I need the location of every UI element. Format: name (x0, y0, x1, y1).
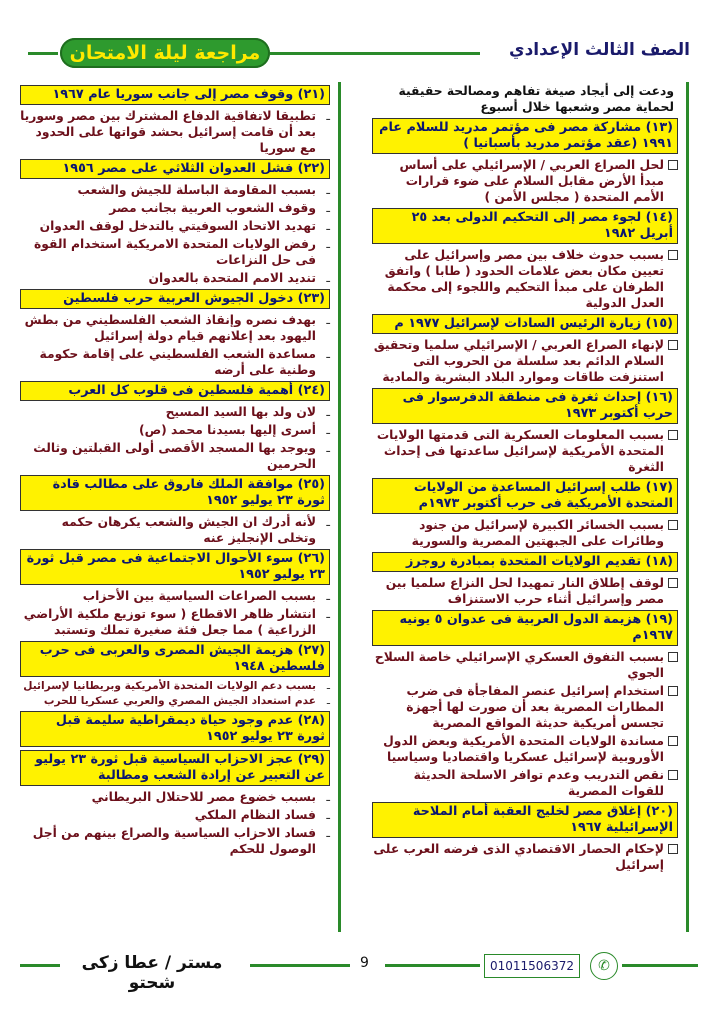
section-18: (١٨) تقديم الولايات المتحدة بمبادرة روجرز (372, 552, 678, 572)
list-item: لإحكام الحصار الاقتصادي الذى فرضه العرب على إسرائيل (372, 841, 678, 873)
list-item: ـ تهديد الاتحاد السوفيتي بالتدخل لوقف العدوان (20, 218, 330, 234)
section-26: (٢٦) سوء الأحوال الاجتماعية فى مصر قبل ثورة ٢٣ يوليو ١٩٥٢ (20, 549, 330, 585)
section-17: (١٧) طلب إسرائيل المساعدة من الولايات المتحدة الأمريكية فى حرب أكتوبر ١٩٧٣م (372, 478, 678, 514)
list-item: بسبب التفوق العسكري الإسرائيلي خاصة السلاح الجوي (372, 649, 678, 681)
list-item: ـ فساد النظام الملكي (20, 807, 330, 823)
list-item: ـ تنديد الامم المتحدة بالعدوان (20, 270, 330, 286)
section-13: (١٣) مشاركة مصر فى مؤتمر مدريد للسلام عام ١٩٩١ (عقد مؤتمر مدريد بأسبانيا ) (372, 118, 678, 154)
list-item: ـ بهدف نصره وإنقاذ الشعب الفلسطيني من بطش اليهود بعد إعلانهم قيام دولة إسرائيل (20, 312, 330, 344)
section-14: (١٤) لجوء مصر إلى التحكيم الدولى بعد ٢٥ أبريل ١٩٨٢ (372, 208, 678, 244)
section-19: (١٩) هزيمة الدول العربية فى عدوان ٥ يونيه ١٩٦٧م (372, 610, 678, 646)
list-item: ـ عدم استعداد الجيش المصري والعربي عسكريا للحرب (20, 695, 330, 708)
section-27: (٢٧) هزيمة الجيش المصرى والعربى فى حرب فلسطين ١٩٤٨ (20, 641, 330, 677)
list-item: ـ رفض الولايات المتحدة الامريكية استخدام القوة فى حل النزاعات (20, 236, 330, 268)
section-15: (١٥) زيارة الرئيس السادات لإسرائيل ١٩٧٧ م (372, 314, 678, 334)
section-16: (١٦) إحداث ثغرة فى منطقة الدفرسوار فى حرب أكتوبر ١٩٧٣ (372, 388, 678, 424)
header-rule-left (28, 52, 58, 55)
list-item: ـ وقوف الشعوب العربية بجانب مصر (20, 200, 330, 216)
section-23: (٢٣) دخول الجيوش العربية حرب فلسطين (20, 289, 330, 309)
list-item: ـ لأنه أدرك ان الجيش والشعب يكرهان حكمه وتخلى الإنجليز عنه (20, 514, 330, 546)
header-rule (270, 52, 480, 55)
list-item: استخدام إسرائيل عنصر المفاجأة فى ضرب المطارات المصرية بعد أن صورت لها أجهزة تجسس أمريكية حديثة المواقع المصرية (372, 683, 678, 731)
list-item: ـ ويوجد بها المسجد الأقصى أولى القبلتين وثالث الحرمين (20, 440, 330, 472)
page-title: مراجعة ليلة الامتحان (69, 42, 261, 64)
phone-number: 01011506372 (484, 954, 580, 978)
section-29: (٢٩) عجز الاحزاب السياسية قبل ثورة ٢٣ يوليو عن التعبير عن إرادة الشعب ومطالبة (20, 750, 330, 786)
list-item: ـ بسبب خضوع مصر للاحتلال البريطاني (20, 789, 330, 805)
section-20: (٢٠) إغلاق مصر لخليج العقبة أمام الملاحة الإسرائيلية ١٩٦٧ (372, 802, 678, 838)
list-item: لحل الصراع العربي / الإسرائيلي على أساس مبدأ الأرض مقابل السلام على ضوء قرارات الأمم المتحدة ( مجلس الأمن ) (372, 157, 678, 205)
grade-label: الصف الثالث الإعدادي (508, 40, 690, 60)
list-item: لإنهاء الصراع العربي / الإسرائيلي سلميا وتحقيق السلام الدائم بعد سلسلة من الحروب التى استنزفت طاقات وموارد البلاد البشرية والمادية (372, 337, 678, 385)
left-column (20, 82, 341, 932)
list-item: ـ بسبب المقاومة الباسلة للجيش والشعب (20, 182, 330, 198)
list-item: لوقف إطلاق النار تمهيدا لحل النزاع سلميا بين مصر وإسرائيل أثناء حرب الاستنزاف (372, 575, 678, 607)
footer-rule (20, 964, 60, 967)
list-item: مساندة الولايات المتحدة الأمريكية وبعض الدول الأوروبية لإسرائيل عسكريا واقتصاديا وسياسيا (372, 733, 678, 765)
list-item: ـ فساد الاحزاب السياسية والصراع بينهم من أجل الوصول للحكم (20, 825, 330, 857)
section-25: (٢٥) موافقة الملك فاروق على مطالب قادة ثورة ٢٣ يوليو ١٩٥٢ (20, 475, 330, 511)
list-item: ـ تطبيقا لاتفاقية الدفاع المشترك بين مصر وسوريا بعد أن قامت إسرائيل بحشد قواتها على الحدود مع سوريا (20, 108, 330, 156)
list-item: نقص التدريب وعدم توافر الاسلحة الحديثة للقوات المصرية (372, 767, 678, 799)
list-item: ـ انتشار ظاهر الاقطاع ( سوء توزيع ملكية الأراضي الزراعية ) مما جعل فئة صغيرة تملك وتستبد (20, 606, 330, 638)
list-item: بسبب المعلومات العسكرية التى قدمتها الولايات المتحدة الأمريكية لإسرائيل ساعدتها فى إحداث الثغرة (372, 427, 678, 475)
section-22: (٢٢) فشل العدوان الثلاثي على مصر ١٩٥٦ (20, 159, 330, 179)
list-item: بسبب الخسائر الكبيرة لإسرائيل من جنود وطائرات على الجبهتين المصرية والسورية (372, 517, 678, 549)
right-column (372, 82, 689, 932)
phone-icon: ✆ (590, 952, 618, 980)
list-item: ـ أسرى إليها بسيدنا محمد (ص) (20, 422, 330, 438)
intro-text: ودعت إلى أيجاد صيغة تفاهم ومصالحة حقيقية لحماية مصر وشعبها خلال أسبوع (398, 84, 674, 114)
list-item: ـ بسبب دعم الولايات المتحدة الأمريكية وبريطانيا لإسرائيل (20, 680, 330, 693)
section-28: (٢٨) عدم وجود حياة ديمقراطية سليمة قبل ثورة ٢٣ يوليو ١٩٥٢ (20, 711, 330, 747)
section-24: (٢٤) أهمية فلسطين فى قلوب كل العرب (20, 381, 330, 401)
footer-rule (622, 964, 698, 967)
page-number: 9 (360, 955, 369, 971)
author-name: مستر / عطا زكى شحتو (81, 953, 223, 993)
section-21: (٢١) وقوف مصر إلى جانب سوريا عام ١٩٦٧ (20, 85, 330, 105)
footer-rule (250, 964, 350, 967)
list-item: بسبب حدوث خلاف بين مصر وإسرائيل على تعيين مكان بعض علامات الحدود ( طابا ) واتفق الطرفان على مبدأ التحكيم واللجوء إلى محكمة العدل الدولية (372, 247, 678, 311)
header-title-badge (60, 38, 270, 68)
list-item: ـ بسبب الصراعات السياسية بين الأحزاب (20, 588, 330, 604)
footer-rule (385, 964, 480, 967)
list-item: ـ لان ولد بها السيد المسيح (20, 404, 330, 420)
list-item: ـ مساعدة الشعب الفلسطيني على إقامة حكومة وطنية على أرضه (20, 346, 330, 378)
